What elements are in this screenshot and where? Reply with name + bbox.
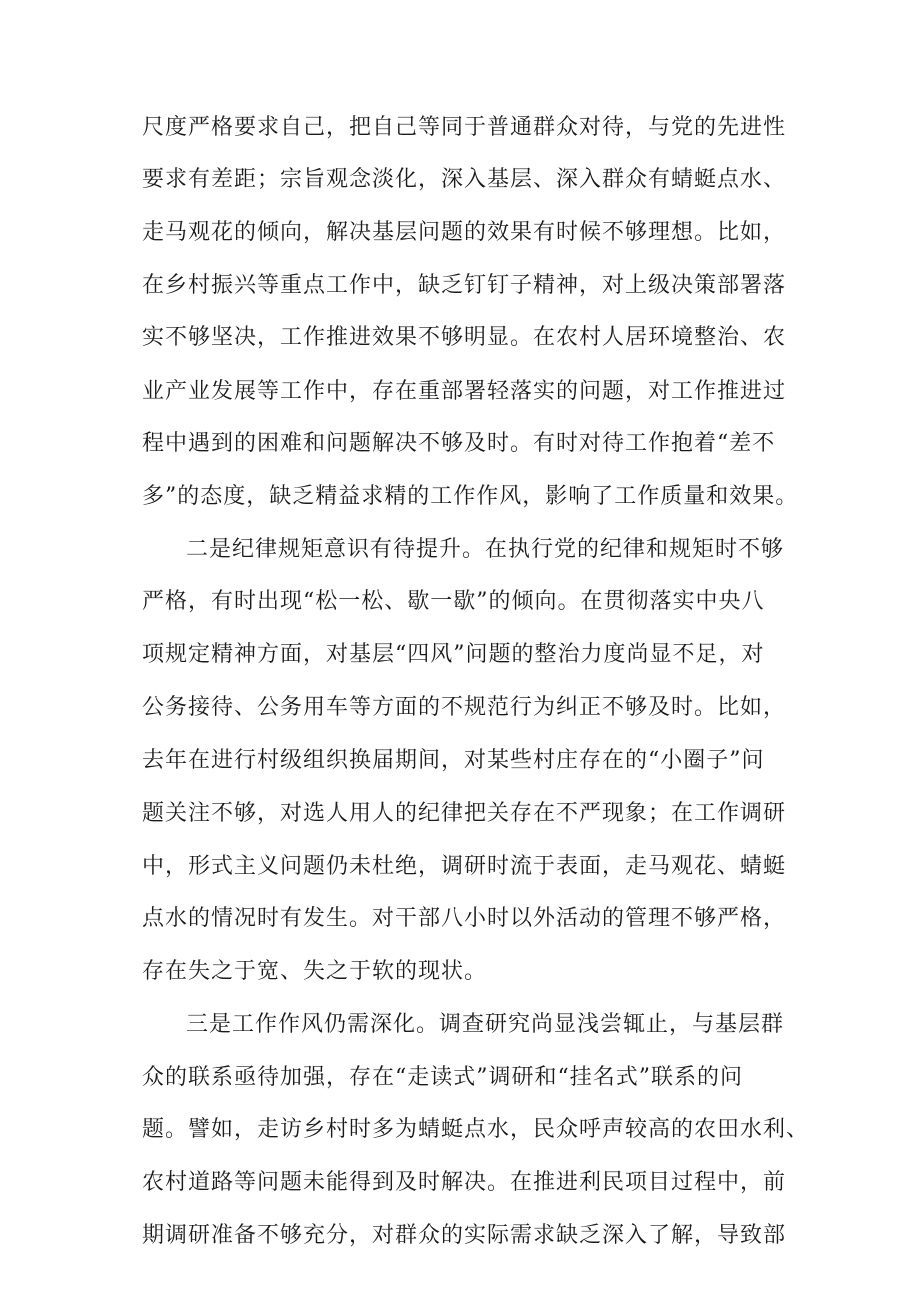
text-line: 去年在进行村级组织换届期间，对某些村庄存在的“小圈子”问 — [142, 748, 765, 773]
text-line: 程中遇到的困难和问题解决不够及时。有时对待工作抱着“差不 — [142, 431, 776, 456]
text-line: 实不够坚决，工作推进效果不够明显。在农村人居环境整治、农 — [142, 325, 787, 350]
text-line: 题关注不够，对选人用人的纪律把关存在不严现象；在工作调研 — [142, 801, 787, 826]
text-line: 尺度严格要求自己，把自己等同于普通群众对待，与党的先进性 — [142, 115, 787, 140]
text-line: 在乡村振兴等重点工作中，缺乏钉钉子精神，对上级决策部署落 — [142, 273, 787, 298]
text-line: 点水的情况时有发生。对干部八小时以外活动的管理不够严格， — [142, 906, 787, 931]
text-line: 要求有差距；宗旨观念淡化，深入基层、深入群众有蜻蜓点水、 — [142, 167, 787, 192]
text-line: 众的联系亟待加强，存在“走读式”调研和“挂名式”联系的问 — [142, 1065, 743, 1090]
text-line: 业产业发展等工作中，存在重部署轻落实的问题，对工作推进过 — [142, 379, 787, 404]
text-line: 期调研准备不够充分，对群众的实际需求缺乏深入了解，导致部 — [142, 1223, 787, 1248]
paragraph-first-line: 三是工作作风仍需深化。调查研究尚显浅尝辄止，与基层群 — [186, 1012, 785, 1037]
text-line: 走马观花的倾向，解决基层问题的效果有时候不够理想。比如， — [142, 220, 787, 245]
paragraph-first-line: 二是纪律规矩意识有待提升。在执行党的纪律和规矩时不够 — [186, 537, 785, 562]
text-line: 严格，有时出现“松一松、歇一歇”的倾向。在贯彻落实中央八 — [142, 589, 765, 614]
text-line: 公务接待、公务用车等方面的不规范行为纠正不够及时。比如， — [142, 695, 787, 720]
text-line: 题。譬如，走访乡村时多为蜻蜓点水，民众呼声较高的农田水利、 — [142, 1117, 810, 1142]
text-line: 农村道路等问题未能得到及时解决。在推进利民项目过程中，前 — [142, 1170, 787, 1195]
text-line: 多”的态度，缺乏精益求精的工作作风，影响了工作质量和效果。 — [142, 484, 799, 509]
text-line: 存在失之于宽、失之于软的现状。 — [142, 959, 488, 984]
text-line: 项规定精神方面，对基层“四风”问题的整治力度尚显不足，对 — [142, 642, 765, 667]
text-line: 中，形式主义问题仍未杜绝，调研时流于表面，走马观花、蜻蜓 — [142, 854, 787, 879]
